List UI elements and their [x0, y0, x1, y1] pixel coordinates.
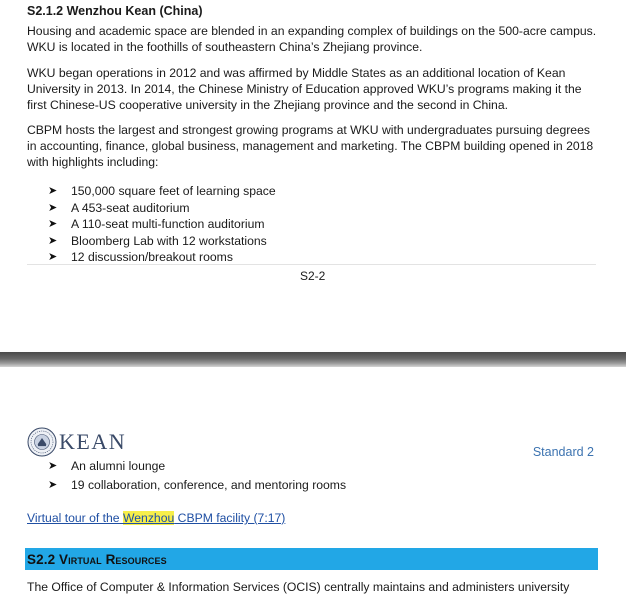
arrowhead-bullet-icon: ➤	[48, 218, 58, 230]
arrowhead-bullet-icon: ➤	[48, 251, 58, 263]
list-item	[48, 233, 276, 250]
standard-label: Standard 2	[532, 445, 594, 459]
paragraph-cbpm: CBPM hosts the largest and strongest growing programs at WKU with undergraduates pursuing degrees in accounting, finance, global business, management and marketing. The CBPM building opened in 2018 with highlights including:	[27, 123, 594, 169]
list-item-text: Bloomberg Lab with 12 workstations	[71, 233, 267, 248]
kean-seal-icon	[27, 427, 57, 457]
page-number: S2-2	[300, 269, 326, 283]
arrowhead-bullet-icon: ➤	[48, 201, 58, 214]
link-text-after: CBPM facility (7:17)	[174, 511, 286, 525]
subsection-heading	[27, 4, 203, 18]
list-item-text: An alumni lounge	[71, 459, 166, 473]
list-item	[48, 183, 276, 200]
subsection-heading-text: S2.1.2 Wenzhou Kean (China)	[27, 4, 203, 18]
page-gap-divider	[0, 352, 626, 367]
link-text-before: Virtual tour of the	[27, 511, 123, 525]
arrowhead-bullet-icon: ➤	[48, 478, 58, 491]
list-item	[48, 216, 276, 233]
list-item-text: 12 discussion/breakout rooms	[71, 250, 233, 264]
list-item-text: A 110-seat multi-function auditorium	[71, 217, 265, 231]
list-item	[48, 458, 346, 475]
list-item-text: 19 collaboration, conference, and mentoring rooms	[71, 477, 347, 492]
logo-wordmark: KEAN	[59, 429, 127, 454]
arrowhead-bullet-icon: ➤	[48, 185, 58, 197]
paragraph-operations: WKU began operations in 2012 and was affirmed by Middle States as an additional location of Kean University in 2013. In 2014, the Chinese Ministry of Education approved WKU’s programs making it the first Chinese-US cooperative university in the Zhejiang province and the second in China.	[27, 66, 582, 112]
highlights-list-continued	[48, 458, 346, 493]
arrowhead-bullet-icon: ➤	[48, 234, 58, 247]
highlights-list	[48, 183, 276, 266]
section-heading: S2.2 Virtual Resources	[27, 551, 167, 567]
list-item-text: A 453-seat auditorium	[71, 200, 190, 215]
arrowhead-bullet-icon: ➤	[48, 460, 58, 472]
list-item	[48, 200, 276, 217]
search-highlight: Wenzhou	[122, 511, 175, 525]
footer-divider	[27, 264, 596, 265]
list-item	[48, 477, 346, 494]
virtual-tour-link[interactable]	[27, 511, 285, 525]
paragraph-ocis-partial: The Office of Computer & Information Services (OCIS) centrally maintains and administers university	[27, 580, 570, 594]
document-page-2	[0, 367, 626, 594]
paragraph-campus: Housing and academic space are blended in an expanding complex of buildings on the 500-acre campus. WKU is located in the foothills of southeastern China’s Zhejiang province.	[27, 24, 597, 54]
kean-logo	[27, 427, 126, 457]
list-item-text: 150,000 square feet of learning space	[71, 184, 276, 198]
section-heading-bar	[25, 548, 598, 570]
